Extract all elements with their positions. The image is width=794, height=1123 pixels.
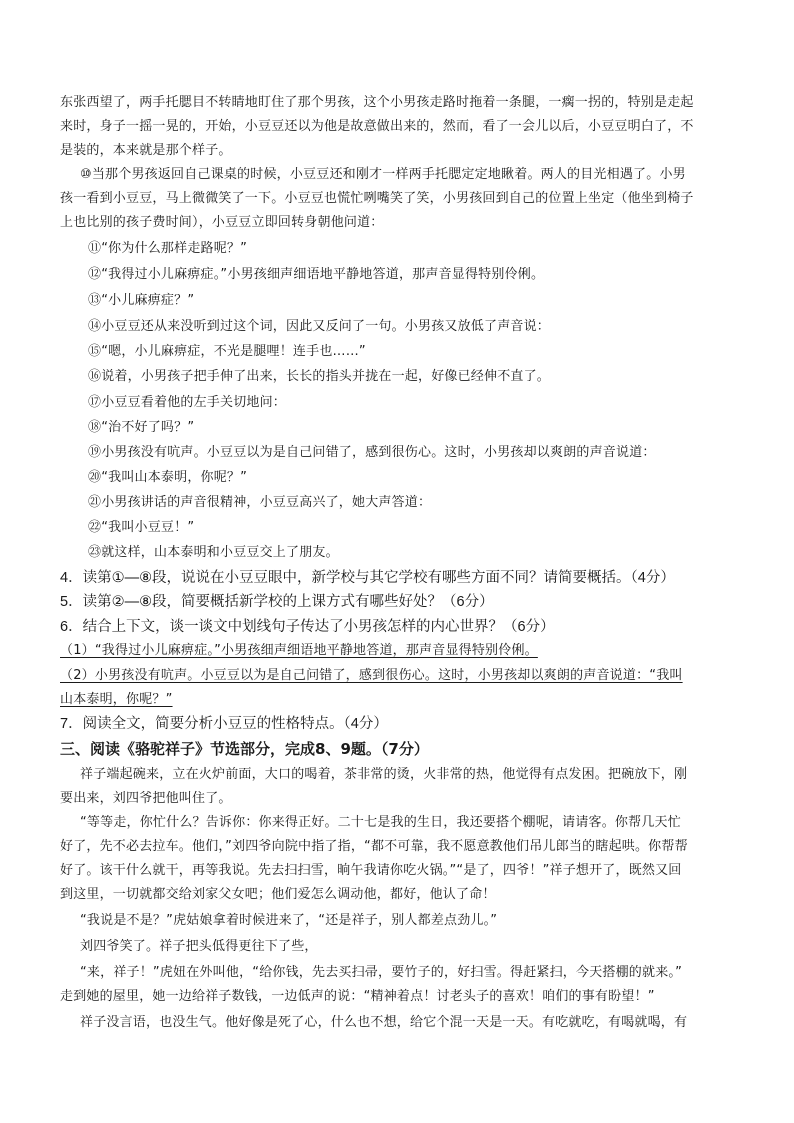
passage-paragraph-20: ⑳“我叫山本泰明，你呢？” bbox=[88, 470, 248, 485]
question-6-item-2: （2）小男孩没有吭声。小豆豆以为是自己问错了，感到很伤心。这时，小男孩却以爽朗的声音说道：“我叫 bbox=[60, 668, 683, 683]
passage-line: 祥子端起碗来，立在火炉前面，大口的喝着，茶非常的烫，火非常的热，他觉得有点发困。把碗放下，刚 bbox=[80, 767, 688, 782]
passage-line: “等等走，你忙什么？告诉你：你来得正好。二十七是我的生日，我还要搭个棚呢，请请客。你帮几天忙 bbox=[80, 815, 681, 830]
passage-paragraph-22: ㉒“我叫小豆豆！” bbox=[88, 520, 195, 535]
passage-paragraph-16: ⑯说着，小男孩子把手伸了出来，长长的指头并拢在一起，好像已经伸不直了。 bbox=[88, 369, 551, 384]
question-6: 6．结合上下文，谈一谈文中划线句子传达了小男孩怎样的内心世界？（6分） bbox=[60, 619, 555, 635]
passage-paragraph-18: ⑱“治不好了吗？” bbox=[88, 420, 195, 435]
passage-line: 走到她的屋里，她一边给祥子数钱，一边低声的说：“精神着点！讨老头子的喜欢！咱们的事有盼望！” bbox=[60, 989, 655, 1004]
passage-paragraph-11: ⑪“你为什么那样走路呢？” bbox=[88, 241, 248, 256]
passage-paragraph-13: ⑬“小儿麻痹症？” bbox=[88, 293, 195, 308]
passage-paragraph-21: ㉑小男孩讲话的声音很精神，小豆豆高兴了，她大声答道： bbox=[88, 495, 432, 510]
passage-line: 孩一看到小豆豆，马上微微笑了一下。小豆豆也慌忙咧嘴笑了笑，小男孩回到自己的位置上坐定（他坐到椅子 bbox=[60, 191, 694, 206]
passage-paragraph-19: ⑲小男孩没有吭声。小豆豆以为是自己问错了，感到很伤心。这时，小男孩却以爽朗的声音说道： bbox=[88, 445, 656, 460]
passage-line: 是装的，本来就是那个样子。 bbox=[60, 143, 232, 158]
passage-line: “我说是不是？”虎姑娘拿着时候进来了，“还是祥子，别人都差点劲儿。” bbox=[80, 913, 498, 928]
section-3-heading: 三、阅读《骆驼祥子》节选部分，完成8、9题。（7分） bbox=[60, 740, 429, 758]
passage-line: 上也比别的孩子费时间），小豆豆立即回转身朝他问道： bbox=[60, 215, 384, 230]
passage-line: 祥子没言语，也没生气。他好像是死了心，什么也不想，给它个混一天是一天。有吃就吃，有喝就喝，有 bbox=[80, 1015, 688, 1030]
passage-paragraph-23: ㉓就这样，山本泰明和小豆豆交上了朋友。 bbox=[88, 545, 339, 560]
question-4: 4．读第①—⑧段，说说在小豆豆眼中，新学校与其它学校有哪些方面不同？请简要概括。（4分） bbox=[60, 570, 675, 586]
passage-line: 来时，身子一摇一晃的，开始，小豆豆还以为他是故意做出来的，然而，看了一会儿以后，小豆豆明白了，不 bbox=[60, 119, 694, 134]
passage-paragraph-15: ⑮“嗯，小儿麻痹症，不光是腿哩！连手也……” bbox=[88, 344, 366, 359]
passage-paragraph-12: ⑫“我得过小儿麻痹症。”小男孩细声细语地平静地答道，那声音显得特别伶俐。 bbox=[88, 267, 545, 282]
passage-line: 到这里，一切就都交给刘家父女吧；他们爱怎么调动他，都好，他认了命！ bbox=[60, 887, 496, 902]
passage-line: 好了。该干什么就干，再等我说。先去扫扫雪，晌午我请你吃火锅。”“是了，四爷！”祥子想开了，既然又回 bbox=[60, 863, 682, 878]
question-7: 7．阅读全文，简要分析小豆豆的性格特点。（4分） bbox=[60, 716, 388, 732]
passage-line: 要出来，刘四爷把他叫住了。 bbox=[60, 791, 232, 806]
passage-line: “来，祥子！”虎妞在外叫他，“给你钱，先去买扫帚，要竹子的，好扫雪。得赶紧扫，今天搭棚的就来。” bbox=[80, 965, 683, 980]
passage-paragraph-14: ⑭小豆豆还从来没听到过这个词，因此又反问了一句。小男孩又放低了声音说： bbox=[88, 319, 551, 334]
passage-line: 东张西望了，两手托腮目不转睛地盯住了那个男孩，这个小男孩走路时拖着一条腿，一瘸一拐的，特别是走起 bbox=[60, 95, 694, 110]
passage-paragraph-10: ⑩当那个男孩返回自己课桌的时候，小豆豆还和刚才一样两手托腮定定地瞅着。两人的目光相遇了。小男 bbox=[80, 167, 686, 182]
question-6-item-1: （1）“我得过小儿麻痹症。”小男孩细声细语地平静地答道，那声音显得特别伶俐。 bbox=[60, 643, 538, 658]
passage-line: 好了，先不必去拉车。他们，”刘四爷向院中指了指，“都不可靠，我不愿意教他们吊儿郎当的瞎起哄。你帮帮 bbox=[60, 839, 688, 854]
passage-line: 刘四爷笑了。祥子把头低得更往下了些， bbox=[80, 939, 318, 954]
passage-paragraph-17: ⑰小豆豆看着他的左手关切地问： bbox=[88, 395, 287, 410]
question-6-item-2-continued: 山本泰明，你呢？” bbox=[60, 692, 173, 707]
question-5: 5．读第②—⑧段，简要概括新学校的上课方式有哪些好处？（6分） bbox=[60, 594, 494, 610]
